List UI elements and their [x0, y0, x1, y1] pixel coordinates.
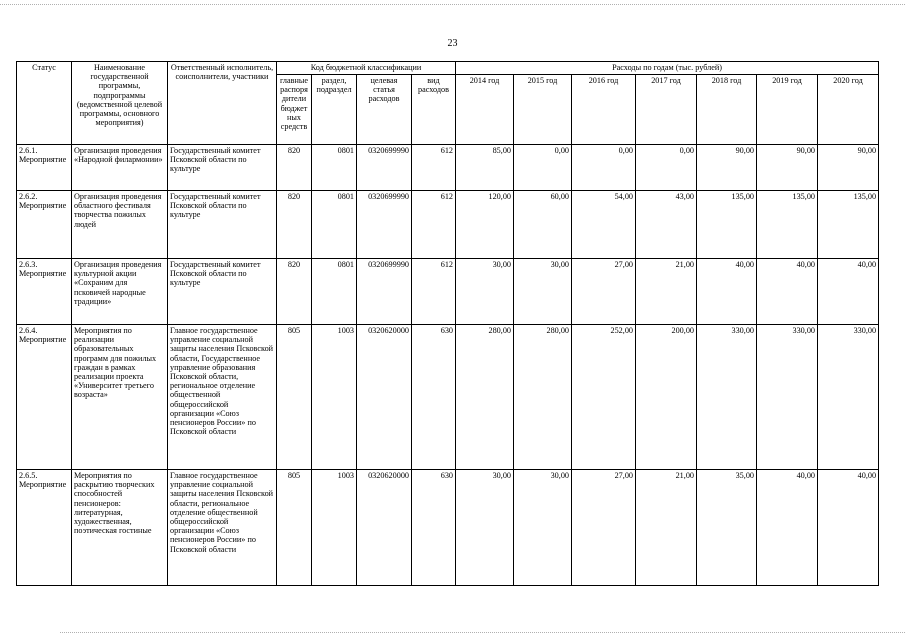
row-responsible: Государственный комитет Псковской области по культуре	[168, 259, 277, 325]
header-year: 2015 год	[514, 75, 572, 145]
row-kbk-type: 612	[412, 145, 456, 191]
header-year: 2014 год	[456, 75, 514, 145]
table-row	[17, 259, 879, 325]
row-value-2018: 40,00	[697, 259, 757, 325]
row-value-2015: 0,00	[514, 145, 572, 191]
row-status: 2.6.3. Мероприятие	[17, 259, 72, 325]
row-responsible: Государственный комитет Псковской области по культуре	[168, 145, 277, 191]
row-kbk-type: 630	[412, 470, 456, 586]
header-kbk-target: целевая статья расходов	[357, 75, 412, 145]
row-kbk-type: 612	[412, 259, 456, 325]
row-value-2018: 330,00	[697, 325, 757, 470]
row-name: Организация проведения областного фестиваля творчества пожилых людей	[72, 191, 168, 259]
row-kbk-main: 820	[277, 145, 312, 191]
row-value-2019: 40,00	[757, 259, 818, 325]
row-kbk-type: 612	[412, 191, 456, 259]
header-year: 2017 год	[636, 75, 697, 145]
row-value-2020: 135,00	[818, 191, 879, 259]
row-value-2014: 85,00	[456, 145, 514, 191]
row-kbk-main: 820	[277, 259, 312, 325]
row-kbk-main: 805	[277, 325, 312, 470]
row-kbk-main: 820	[277, 191, 312, 259]
row-name: Организация проведения «Народной филармонии»	[72, 145, 168, 191]
row-name: Мероприятия по реализации образовательных программ для пожилых граждан в рамках реализации проекта «Университет третьего возраста»	[72, 325, 168, 470]
row-value-2016: 0,00	[572, 145, 636, 191]
row-kbk-section: 1003	[312, 470, 357, 586]
row-value-2014: 30,00	[456, 259, 514, 325]
row-value-2019: 40,00	[757, 470, 818, 586]
table-row	[17, 470, 879, 586]
row-kbk-section: 0801	[312, 259, 357, 325]
row-kbk-section: 0801	[312, 145, 357, 191]
scan-edge-top	[0, 4, 905, 6]
row-value-2015: 280,00	[514, 325, 572, 470]
row-responsible: Государственный комитет Псковской области по культуре	[168, 191, 277, 259]
header-expenses-group: Расходы по годам (тыс. рублей)	[456, 62, 879, 75]
row-kbk-target: 0320620000	[357, 325, 412, 470]
header-kbk-section: раздел, подраздел	[312, 75, 357, 145]
row-kbk-target: 0320699990	[357, 145, 412, 191]
row-kbk-main: 805	[277, 470, 312, 586]
row-kbk-target: 0320620000	[357, 470, 412, 586]
header-year: 2020 год	[818, 75, 879, 145]
header-kbk-type: вид расходов	[412, 75, 456, 145]
row-value-2019: 90,00	[757, 145, 818, 191]
scan-edge-bottom	[60, 632, 905, 634]
row-value-2017: 21,00	[636, 470, 697, 586]
header-year: 2019 год	[757, 75, 818, 145]
row-status: 2.6.2. Мероприятие	[17, 191, 72, 259]
row-value-2018: 90,00	[697, 145, 757, 191]
budget-table	[16, 61, 879, 586]
row-value-2018: 35,00	[697, 470, 757, 586]
row-value-2017: 0,00	[636, 145, 697, 191]
row-kbk-section: 1003	[312, 325, 357, 470]
page-number: 23	[447, 38, 458, 49]
header-kbk-group: Код бюджетной классификации	[277, 62, 456, 75]
row-value-2019: 330,00	[757, 325, 818, 470]
table-row	[17, 191, 879, 259]
row-value-2015: 30,00	[514, 470, 572, 586]
row-value-2020: 40,00	[818, 259, 879, 325]
row-value-2017: 200,00	[636, 325, 697, 470]
row-value-2014: 30,00	[456, 470, 514, 586]
row-value-2016: 27,00	[572, 470, 636, 586]
header-responsible: Ответственный исполнитель, соисполнители, участники	[168, 62, 277, 145]
row-value-2017: 21,00	[636, 259, 697, 325]
header-name: Наименование государственной программы, подпрограммы (ведомственной целевой программы, основного мероприятия)	[72, 62, 168, 145]
header-kbk-main: главные распоря дители бюджет ных средств	[277, 75, 312, 145]
row-value-2016: 54,00	[572, 191, 636, 259]
row-kbk-target: 0320699990	[357, 191, 412, 259]
row-value-2014: 280,00	[456, 325, 514, 470]
row-responsible: Главное государственное управление социальной защиты населения Псковской области, Государственное управление образования Псковской области, региональное отделение общественной общероссийской организации «Союз пенсионеров России» по Псковской области	[168, 325, 277, 470]
row-status: 2.6.4. Мероприятие	[17, 325, 72, 470]
row-value-2020: 40,00	[818, 470, 879, 586]
row-kbk-target: 0320699990	[357, 259, 412, 325]
row-responsible: Главное государственное управление социальной защиты населения Псковской области, региональное отделение общественной общероссийской организации «Союз пенсионеров России» по Псковской области	[168, 470, 277, 586]
header-year: 2016 год	[572, 75, 636, 145]
row-value-2016: 27,00	[572, 259, 636, 325]
header-status: Статус	[17, 62, 72, 145]
row-name: Мероприятия по раскрытию творческих способностей пенсионеров: литературная, художественная, поэтическая гостиные	[72, 470, 168, 586]
row-value-2018: 135,00	[697, 191, 757, 259]
row-value-2014: 120,00	[456, 191, 514, 259]
row-status: 2.6.5. Мероприятие	[17, 470, 72, 586]
row-status: 2.6.1. Мероприятие	[17, 145, 72, 191]
row-value-2017: 43,00	[636, 191, 697, 259]
row-value-2020: 90,00	[818, 145, 879, 191]
row-name: Организация проведения культурной акции «Сохраним для псковичей народные традиции»	[72, 259, 168, 325]
header-year: 2018 год	[697, 75, 757, 145]
table-row	[17, 325, 879, 470]
row-value-2016: 252,00	[572, 325, 636, 470]
row-kbk-type: 630	[412, 325, 456, 470]
table-row	[17, 145, 879, 191]
row-value-2015: 60,00	[514, 191, 572, 259]
row-value-2020: 330,00	[818, 325, 879, 470]
row-value-2015: 30,00	[514, 259, 572, 325]
row-kbk-section: 0801	[312, 191, 357, 259]
row-value-2019: 135,00	[757, 191, 818, 259]
